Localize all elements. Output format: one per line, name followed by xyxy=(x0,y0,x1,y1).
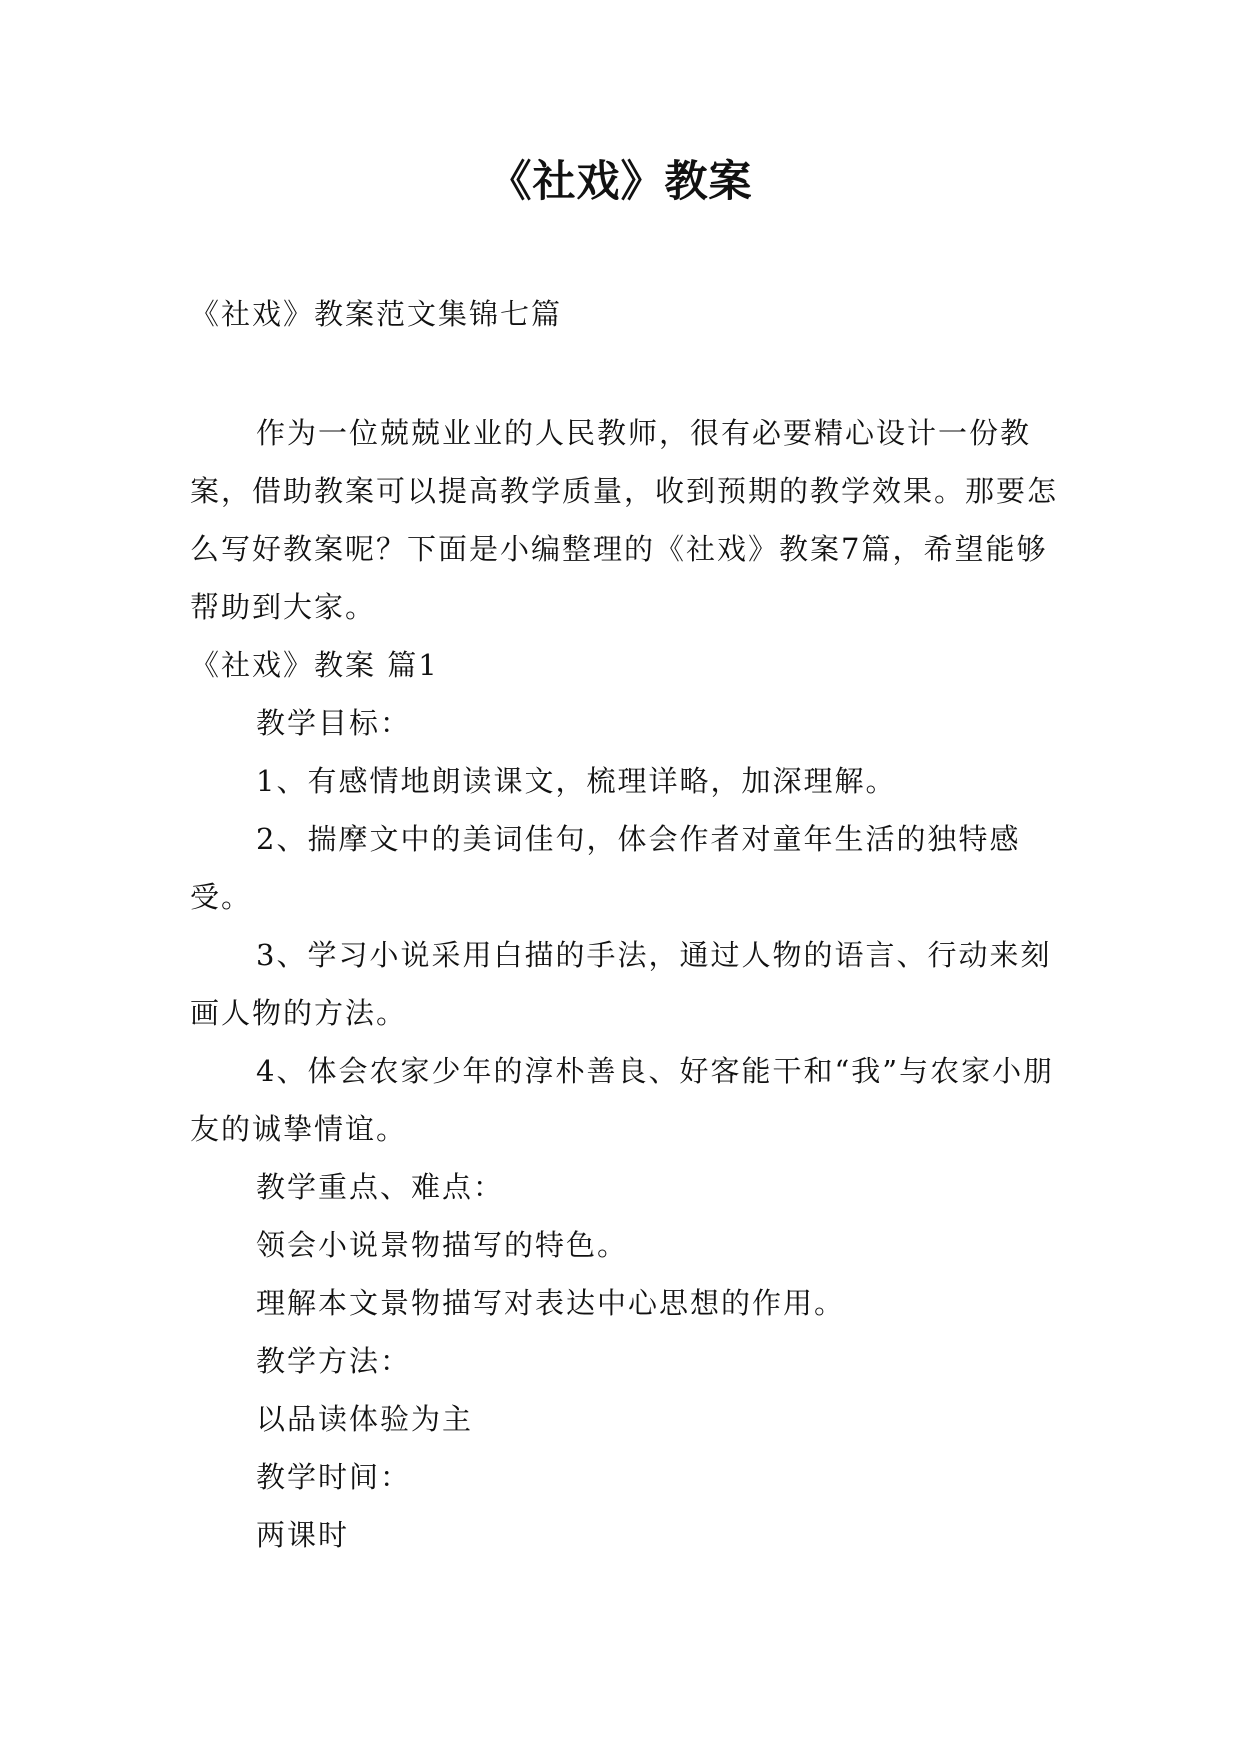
intro-paragraph: 作为一位兢兢业业的人民教师，很有必要精心设计一份教案，借助教案可以提高教学质量，收到预期的教学效果。那要怎么写好教案呢？下面是小编整理的《社戏》教案7篇，希望能够帮助到大家。 xyxy=(190,416,1059,624)
document-body xyxy=(190,404,1070,1564)
body-paragraph: 教学方法： xyxy=(256,1344,412,1378)
document-title: 《社戏》教案 xyxy=(488,157,753,207)
body-paragraph: 2、揣摩文中的美词佳句，体会作者对童年生活的独特感受。 xyxy=(190,822,1021,914)
body-paragraph: 3、学习小说采用白描的手法，通过人物的语言、行动来刻画人物的方法。 xyxy=(190,938,1052,1030)
body-paragraph: 理解本文景物描写对表达中心思想的作用。 xyxy=(256,1286,846,1320)
body-paragraph: 4、体会农家少年的淳朴善良、好客能干和“我”与农家小朋友的诚挚情谊。 xyxy=(190,1054,1055,1146)
body-paragraph: 1、有感情地朗读课文，梳理详略，加深理解。 xyxy=(256,764,897,798)
body-paragraph: 教学重点、难点： xyxy=(256,1170,505,1204)
document-subtitle: 《社戏》教案范文集锦七篇 xyxy=(190,297,563,331)
body-paragraph: 教学时间： xyxy=(256,1460,412,1494)
body-paragraph: 两课时 xyxy=(256,1518,350,1552)
body-paragraph: 教学目标： xyxy=(256,706,412,740)
body-paragraph: 领会小说景物描写的特色。 xyxy=(256,1228,629,1262)
body-paragraph: 以品读体验为主 xyxy=(256,1402,474,1436)
section-heading: 《社戏》教案 篇1 xyxy=(190,648,439,682)
